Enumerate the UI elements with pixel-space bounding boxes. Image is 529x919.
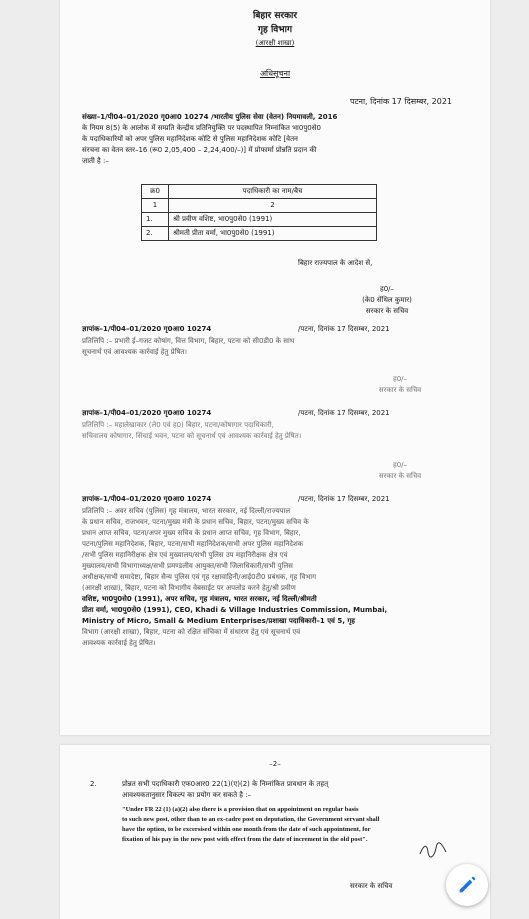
memo1-ref: ज्ञापांक–1/पी04–01/2020 गृ0आ0 10274 (82, 325, 212, 333)
para-2-body (122, 779, 472, 801)
signature-sd: ह0/– (379, 285, 395, 293)
government-name: बिहार सरकार (252, 11, 298, 21)
signature-sd: ह0/– (392, 375, 408, 383)
table-header-cell: पदाधिकारी का नाम/बैच (169, 185, 377, 199)
memo3-line: प्रधान आप्त सचिव, पटना/अपर मुख्य सचिव के प्रधान आप्त सचिव, गृह विभाग, बिहार, (82, 529, 301, 537)
memo2-body (82, 420, 470, 442)
para-number: 2. (90, 780, 97, 788)
memo3-line: पटना/पुलिस महानिदेशक, बिहार, पटना/सभी महानिदेशक/सभी अपर पुलिस महानिदेशक (82, 540, 304, 548)
memo3-ref: ज्ञापांक–1/पी04–01/2020 गृ0आ0 10274 (82, 495, 212, 503)
memo1-body (82, 336, 470, 358)
page2-signatory-designation: सरकार के सचिव (350, 882, 393, 890)
handwritten-signature (418, 840, 448, 860)
signature-block (332, 284, 442, 317)
main-paragraph-line: संख्या–1/पी04–01/2020 गृ0आ0 10274 /भारतीय पुलिस सेवा (वेतन) नियमावली, 2016 (82, 113, 338, 121)
quote-line: have the option, to be excersised within one month from the date of such appointment, for (122, 826, 371, 833)
table-cell: 2. (142, 227, 169, 241)
memo3-body (82, 506, 470, 649)
table-cell: श्री प्रवीण वशिष्ट, भा0पु0से0 (1991) (169, 213, 377, 227)
memo3-line: प्रीता वर्मा, भा0पु0से0 (1991), CEO, Khadi & Village Industries Commission, Mumbai, (82, 606, 388, 614)
notification-title: अधिसूचना (259, 69, 291, 78)
memo3-line: (आरक्षी शाखा), बिहार, पटना को विभागीय वेबसाईट पर अपलोड करने हेतु/श्री प्रवीण (82, 584, 296, 592)
main-paragraph-line: के नियम 8(5) के आलोक में सम्प्रति केन्द्रीय प्रतिनियुक्ति पर पदस्थापित निम्नांकित भा0पु0से0 (82, 124, 321, 132)
main-paragraph-line: जाती है :– (82, 157, 109, 165)
memo1-line: प्रतिलिपि :– प्रभारी ई–गजट कोषांग, वित्त विभाग, बिहार, पटना को सी0डी0 के साथ (82, 337, 295, 345)
memo1-line: सूचनार्थ एवं आवश्यक कार्रवाई हेतु प्रेषित। (82, 348, 188, 356)
memo2-ref: ज्ञापांक–1/पी04–01/2020 गृ0आ0 10274 (82, 409, 212, 417)
quote-line: fixation of his pay in the new post with effect from the date of increment in the old post". (122, 836, 368, 843)
quote-line: "Under FR 22 (1) (a)(2) also there is a provision that on appointment on regular basis (122, 806, 359, 813)
memo2-date: /पटना, दिनांक 17 दिसम्बर, 2021 (298, 409, 390, 417)
memo3-line: आवश्यक कार्रवाई हेतु प्रेषित। (82, 639, 156, 647)
department-name: गृह विभाग (257, 25, 293, 35)
memo3-line: के प्रधान सचिव, राजभवन, पटना/मुख्य मंत्री के प्रधान सचिव, बिहार, पटना/मुख्य सचिव के (82, 518, 309, 526)
table-header-cell: क्र0 (142, 185, 169, 199)
fr-quote (122, 805, 472, 845)
signatory-name: (के0 सेंथिल कुमार) (362, 296, 412, 304)
document-page-2 (60, 745, 490, 919)
signatory-designation: सरकार के सचिव (378, 472, 422, 480)
table-cell: 1. (142, 213, 169, 227)
edit-button[interactable] (446, 864, 488, 906)
memo3-line: प्रतिलिपि :– अवर सचिव (पुलिस) गृह मंत्रालय, भारत सरकार, नई दिल्ली/राज्यपाल (82, 507, 291, 515)
table-header-row (142, 185, 377, 199)
table-row (142, 227, 377, 241)
memo1-signature (360, 374, 440, 396)
memo2-line: प्रतिलिपि :– महालेखाकार (ले0 एवं ह0) बिहार, पटना/कोषागार पदाधिकारी, (82, 421, 274, 429)
officer-table (141, 184, 377, 241)
table-cell: 2 (169, 199, 377, 213)
branch-name: (आरक्षी शाखा) (255, 39, 295, 47)
memo3-date: /पटना, दिनांक 17 दिसम्बर, 2021 (298, 495, 390, 503)
memo3-line: अधीक्षक/सभी समादेष्टा, बिहार सैन्य पुलिस एवं गृह रक्षावाहिनी/आई0टी0 प्रबंधक, गृह विभाग (82, 573, 317, 581)
memo3-line: वशिष्ट, भा0पु0से0 (1991), अपर सचिव, गृह मंत्रालय, भारत सरकार, नई दिल्ली/श्रीमती (82, 595, 317, 603)
memo3-line: /सभी पुलिस महानिरीक्षक क्षेत्र एवं मुख्यालय/सभी पुलिस उप महानिरीक्षक क्षेत्र एवं (82, 551, 288, 559)
table-cell: श्रीमती प्रीता वर्मा, भा0पु0से0 (1991) (169, 227, 377, 241)
main-paragraph (82, 112, 470, 167)
para-2-line: आवश्यकतानुसार विकल्प का प्रयोग कर सकते है :– (122, 791, 252, 799)
memo2-signature (360, 460, 440, 482)
governor-order: बिहार राज्यपाल के आदेश से, (298, 259, 373, 267)
signatory-designation: सरकार के सचिव (365, 307, 409, 315)
pencil-icon (456, 874, 478, 896)
place-date: पटना, दिनांक 17 दिसम्बर, 2021 (349, 97, 452, 106)
memo3-line: Ministry of Micro, Small & Medium Enterprises/प्रशाखा पदाधिकारी–1 एवं 5, गृह (82, 617, 356, 625)
memo1-date: /पटना, दिनांक 17 दिसम्बर, 2021 (298, 325, 390, 333)
quote-line: to such new post, other than to an ex-cadre post on deputation, the Government servant shall (122, 816, 380, 823)
memo3-line: विभाग (आरक्षी शाखा), बिहार, पटना को रक्षित संचिका में संधारण हेतु एवं सूचनार्थ एवं (82, 628, 301, 636)
document-page-1 (60, 0, 490, 735)
table-row (142, 213, 377, 227)
signatory-designation: सरकार के सचिव (378, 386, 422, 394)
table-number-row (142, 199, 377, 213)
memo2-line: सचिवालय कोषागार, सिंचाई भवन, पटना को सूचनार्थ एवं आवश्यक कार्रवाई हेतु प्रेषित। (82, 432, 302, 440)
memo3-line: मुख्यालय/सभी विभागाध्यक्ष/सभी प्रमण्डलीय आयुक्त/सभी जिलाधिकारी/सभी पुलिस (82, 562, 293, 570)
para-2-line: प्रोन्नत सभी पदाधिकारी एफ0आर0 22(1)(ए)(2) के निम्नांकित प्रावधान के तहत् (122, 780, 329, 788)
table-cell: 1 (142, 199, 169, 213)
signature-sd: ह0/– (392, 461, 408, 469)
main-paragraph-line: संरचना का वेतन स्तर–16 (रू0 2,05,400 – 2,24,400/–)] में प्रोफार्मा प्रोन्नति प्रदान की (82, 146, 317, 154)
main-paragraph-line: के पदाधिकारियों को अपर पुलिस महानिदेशक कोटि से पुलिस महानिदेशक कोटि [वेतन (82, 135, 298, 143)
page-number: –2– (269, 760, 281, 768)
